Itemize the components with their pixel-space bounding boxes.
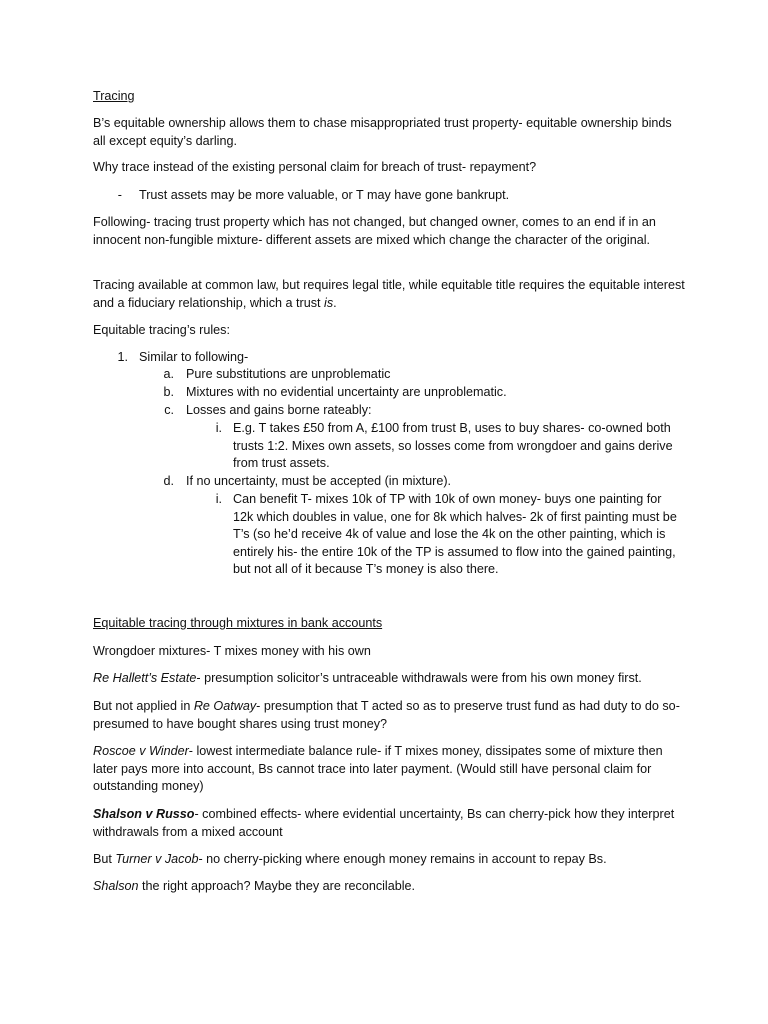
paragraph-following: Following- tracing trust property which has not changed, but changed owner, comes to an end if in an innocent non-fungible mixture- different assets are mixed which change the character of the original. bbox=[93, 215, 656, 247]
list-item-losses-gains: Losses and gains borne rateably: bbox=[186, 403, 372, 417]
paragraph-roscoe-v-winder bbox=[93, 743, 685, 796]
bullet-item-trust-assets: Trust assets may be more valuable, or T may have gone bankrupt. bbox=[139, 188, 510, 202]
paragraph-turner-v-jacob bbox=[93, 851, 685, 869]
case-name-shalson: Shalson bbox=[93, 879, 139, 893]
re-halletts-text: - presumption solicitor’s untraceable withdrawals were from his own money first. bbox=[196, 671, 642, 685]
shalson-russo-text: - combined effects- where evidential uncertainty, Bs can cherry-pick how they interpret withdrawals from a mixed account bbox=[93, 807, 675, 839]
list-marker-a: a. bbox=[163, 367, 174, 381]
list-marker-1: 1. bbox=[117, 350, 128, 364]
list-marker-d-i: i. bbox=[215, 492, 222, 506]
turner-text-start: But bbox=[93, 852, 116, 866]
turner-text: - no cherry-picking where enough money remains in account to repay Bs. bbox=[198, 852, 607, 866]
case-name-roscoe: Roscoe v Winder bbox=[93, 744, 189, 758]
paragraph-equitable-ownership: B’s equitable ownership allows them to chase misappropriated trust property- equitable ownership binds all except equity’s darling. bbox=[93, 116, 672, 148]
list-item-example-shares: E.g. T takes £50 from A, £100 from trust B, uses to buy shares- co-owned both trusts 1:2. Mixes own assets, so losses come from wrongdoer and gains derive from trust assets. bbox=[233, 421, 673, 471]
paragraph-why-trace: Why trace instead of the existing personal claim for breach of trust- repayment? bbox=[93, 160, 537, 174]
roscoe-text: - lowest intermediate balance rule- if T mixes money, dissipates some of mixture then later pays more into account, Bs cannot trace into later payment. (Would still have personal claim for outstanding money) bbox=[93, 744, 663, 794]
paragraph-rules-heading: Equitable tracing’s rules: bbox=[93, 323, 230, 337]
paragraph-wrongdoer-mixtures: Wrongdoer mixtures- T mixes money with his own bbox=[93, 644, 371, 658]
list-item-painting-example: Can benefit T- mixes 10k of TP with 10k of own money- buys one painting for 12k which doubles in value, one for 8k which halves- 2k of first painting must be T’s (so he’d receive 4k of value and lose the 4k on the other painting, which is entirely his- the entire 10k of the TP is assumed to flow into the gained painting, but not all of it because T’s money is also there. bbox=[233, 492, 677, 577]
re-oatway-text-start: But not applied in bbox=[93, 699, 194, 713]
common-law-text: Tracing available at common law, but requires legal title, while equitable title requires the equitable interest and a fiduciary relationship, which a trust bbox=[93, 278, 685, 310]
heading-tracing: Tracing bbox=[93, 89, 135, 103]
list-marker-c-i: i. bbox=[215, 421, 222, 435]
heading-bank-accounts: Equitable tracing through mixtures in bank accounts bbox=[93, 616, 383, 630]
list-item-similar: Similar to following- bbox=[139, 350, 249, 364]
list-item-mixtures: Mixtures with no evidential uncertainty are unproblematic. bbox=[186, 385, 507, 399]
common-law-text-end: . bbox=[333, 295, 337, 310]
paragraph-shalson-right-approach bbox=[93, 878, 685, 896]
bullet-marker: - bbox=[117, 188, 122, 202]
list-marker-b: b. bbox=[163, 385, 174, 399]
case-name-turner-jacob: Turner v Jacob bbox=[115, 852, 199, 866]
paragraph-shalson-v-russo bbox=[93, 806, 685, 841]
case-name-re-halletts: Re Hallett’s Estate bbox=[93, 671, 197, 685]
list-item-no-uncertainty: If no uncertainty, must be accepted (in mixture). bbox=[186, 474, 452, 488]
re-oatway-text: - presumption that T acted so as to preserve trust fund as had duty to do so- presumed to have bought shares using trust money? bbox=[93, 699, 680, 731]
paragraph-re-halletts-estate bbox=[93, 670, 685, 688]
list-marker-c: c. bbox=[164, 403, 174, 417]
list-marker-d: d. bbox=[163, 474, 174, 488]
list-item-pure-substitutions: Pure substitutions are unproblematic bbox=[186, 367, 391, 381]
case-name-shalson-russo: Shalson v Russo bbox=[93, 807, 195, 821]
paragraph-re-oatway bbox=[93, 698, 685, 733]
paragraph-common-law bbox=[93, 277, 685, 312]
shalson-text: the right approach? Maybe they are reconcilable. bbox=[138, 879, 416, 893]
case-name-re-oatway: Re Oatway bbox=[193, 699, 257, 713]
common-law-emphasis: is bbox=[324, 295, 334, 310]
